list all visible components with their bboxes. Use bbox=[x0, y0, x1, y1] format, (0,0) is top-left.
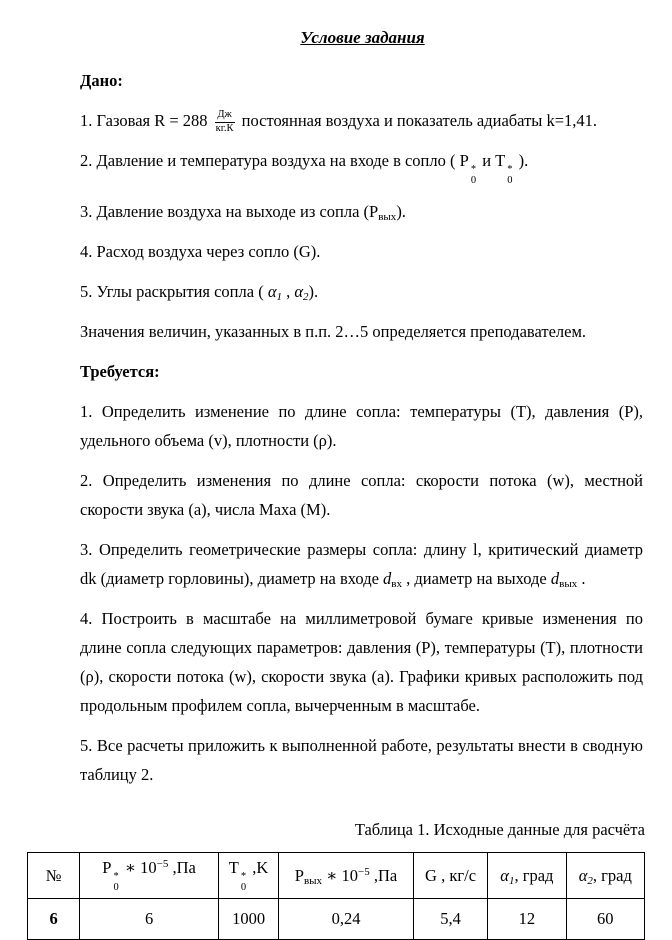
data-table bbox=[27, 852, 645, 940]
given-item-3 bbox=[80, 197, 643, 226]
text-run: T bbox=[228, 858, 239, 878]
required-item-1: 1. Определить изменение по длине сопла: температуры (T), давления (P), удельного объема (v), плотности (ρ). bbox=[80, 402, 643, 451]
cell-alpha2-value: 60 bbox=[566, 899, 644, 940]
required-item-5: 5. Все расчеты приложить к выполненной работе, результаты внести в сводную таблицу 2. bbox=[80, 736, 643, 785]
document-content bbox=[27, 66, 645, 789]
required-item-2: 2. Определить изменения по длине сопла: скорости потока (w), местной скорости звука (a), числа Маха (M). bbox=[80, 471, 643, 520]
required-item-4: 4. Построить в масштабе на миллиметровой бумаге кривые изменения по длине сопла следующих параметров: давления (P), температуры (T), плотности (ρ), скорости потока (w), скорости звука (a). Графики кривых расположить под продольным профилем сопла, вычерченным в масштабе. bbox=[80, 609, 643, 716]
given-item-1 bbox=[80, 106, 643, 135]
d-out-symbol: d bbox=[550, 569, 560, 589]
text-run: 3. Определить геометрические размеры сопла: длину l, критический диаметр dk (диаметр горловины), диаметр на входе bbox=[80, 540, 643, 589]
alpha1-symbol: α bbox=[267, 282, 277, 302]
cell-alpha1-value: 12 bbox=[488, 899, 566, 940]
col-header-alpha2 bbox=[566, 853, 644, 899]
text-run: ∗ 10 bbox=[120, 858, 157, 878]
text-run: 5. Углы раскрытия сопла ( bbox=[80, 282, 268, 302]
alpha2-symbol: α bbox=[578, 865, 588, 885]
text-run: ,Па bbox=[168, 858, 196, 878]
p0-star-symbol: * 0 bbox=[470, 164, 477, 186]
fraction-numerator: Дж bbox=[217, 109, 232, 121]
given-item-2 bbox=[80, 146, 643, 186]
text-run: постоянная воздуха и показатель адиабаты k=1,41. bbox=[237, 111, 598, 130]
required-heading: Требуется: bbox=[80, 362, 160, 382]
alpha1-symbol: α bbox=[500, 865, 509, 885]
given-item-5 bbox=[80, 277, 643, 306]
subscript-vyh: вых bbox=[303, 874, 323, 887]
col-header-t0 bbox=[218, 853, 278, 899]
required-item-3 bbox=[80, 535, 643, 593]
text-run: 3. Давление воздуха на выходе из сопла (P bbox=[80, 202, 379, 222]
p0-star-symbol: * 0 bbox=[113, 871, 119, 893]
table-data-row bbox=[28, 899, 645, 940]
col-header-p0 bbox=[80, 853, 219, 899]
exponent: −5 bbox=[358, 865, 370, 878]
text-run: ,Па bbox=[369, 865, 398, 885]
alpha2-subscript: 2 bbox=[303, 291, 309, 304]
text-run: P bbox=[294, 865, 304, 885]
page-title: Условие задания bbox=[300, 28, 425, 47]
table-header-row bbox=[28, 853, 645, 899]
t0-star-symbol: * 0 bbox=[507, 164, 513, 186]
text-run: ). bbox=[396, 202, 406, 222]
text-run: ). bbox=[514, 151, 529, 171]
text-run: , диаметр на выходе bbox=[402, 569, 551, 589]
cell-pvyx-value: 0,24 bbox=[279, 899, 414, 940]
col-header-pvyx bbox=[279, 853, 414, 899]
fraction-denominator: кг.К bbox=[215, 122, 234, 134]
text-run: G , кг/с bbox=[425, 865, 477, 885]
alpha1-subscript: 1 bbox=[508, 874, 515, 887]
fraction-dzh-kgk bbox=[215, 109, 235, 135]
text-run: . bbox=[577, 569, 586, 589]
alpha2-subscript: 2 bbox=[587, 874, 593, 887]
alpha1-subscript: 1 bbox=[276, 291, 282, 304]
text-run: P bbox=[102, 858, 112, 878]
cell-variant-number: 6 bbox=[28, 899, 80, 940]
col-header-number bbox=[28, 853, 80, 899]
text-run: , град bbox=[592, 865, 632, 885]
col-header-g bbox=[413, 853, 487, 899]
text-run: № bbox=[45, 865, 62, 885]
exponent: −5 bbox=[156, 858, 169, 871]
text-run: , bbox=[282, 282, 295, 302]
table-caption: Таблица 1. Исходные данные для расчёта bbox=[354, 820, 645, 840]
alpha2-symbol: α bbox=[294, 282, 304, 302]
text-run: 2. Давление и температура воздуха на входе в сопло ( P bbox=[80, 151, 469, 171]
given-item-4: 4. Расход воздуха через сопло (G). bbox=[80, 242, 321, 262]
text-run: ,K bbox=[248, 858, 269, 878]
text-run: ∗ 10 bbox=[322, 865, 359, 885]
d-in-subscript: вх bbox=[391, 578, 402, 591]
text-run: , град bbox=[514, 865, 554, 885]
d-in-symbol: d bbox=[383, 569, 392, 589]
cell-p0-value: 6 bbox=[80, 899, 219, 940]
text-run: и T bbox=[478, 151, 506, 171]
text-run: ). bbox=[308, 282, 319, 302]
subscript-vyh: вых bbox=[378, 211, 397, 224]
t0-star-symbol: * 0 bbox=[240, 871, 247, 893]
cell-t0-value: 1000 bbox=[218, 899, 278, 940]
col-header-alpha1 bbox=[488, 853, 566, 899]
cell-g-value: 5,4 bbox=[413, 899, 487, 940]
d-out-subscript: вых bbox=[559, 578, 578, 591]
text-run: 1. Газовая R = 288 bbox=[80, 111, 212, 130]
given-note: Значения величин, указанных в п.п. 2…5 определяется преподавателем. bbox=[80, 322, 587, 342]
given-heading: Дано: bbox=[80, 71, 123, 90]
